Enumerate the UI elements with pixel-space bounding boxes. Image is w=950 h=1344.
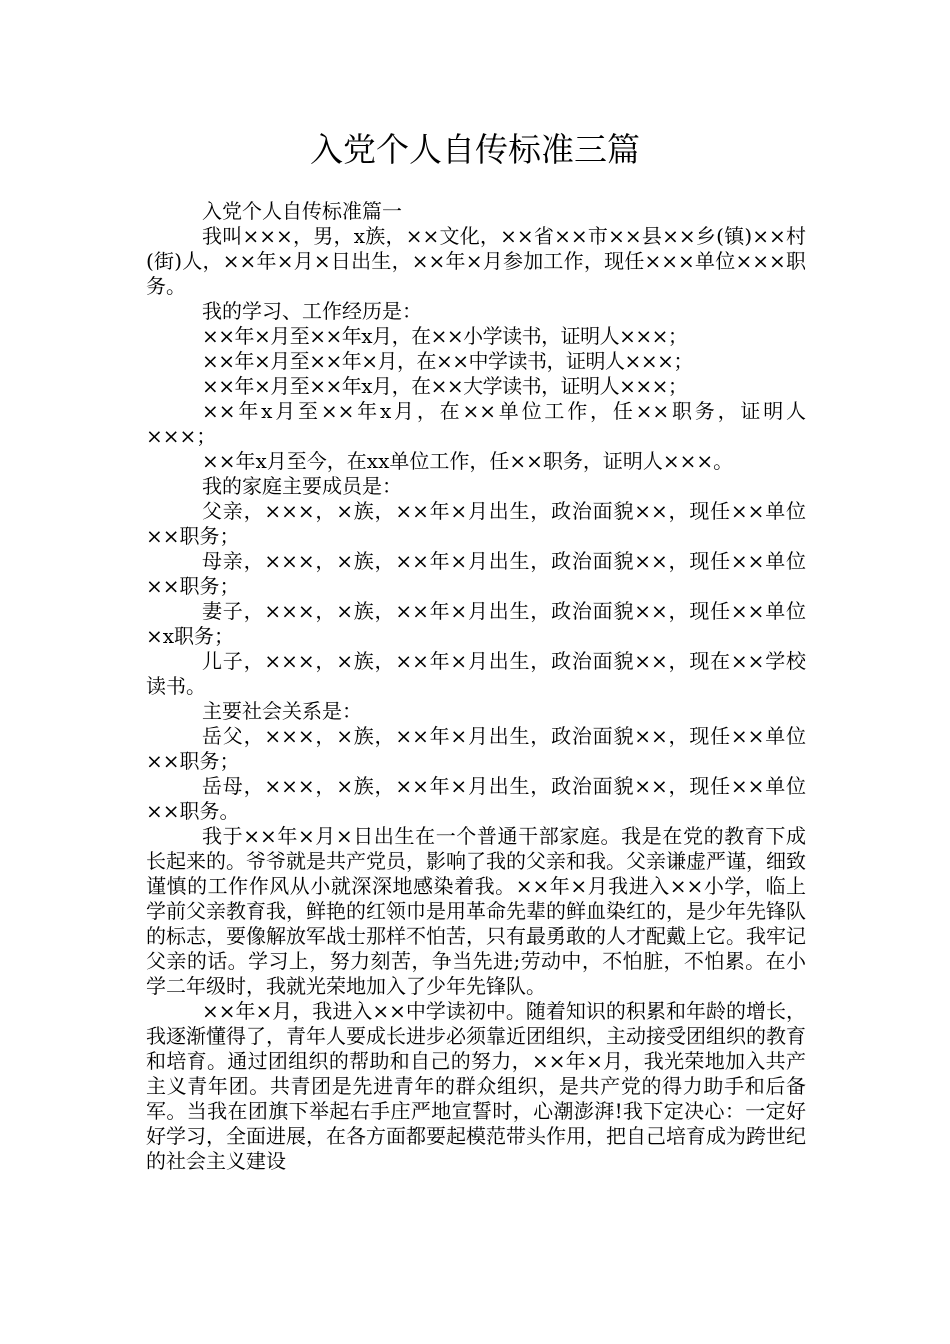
document-title: 入党个人自传标准三篇 bbox=[310, 130, 640, 169]
paragraph-family-wife: 妻子，×××，×族，××年×月出生，政治面貌××，现任××单位×x职务； bbox=[146, 599, 806, 648]
paragraph-experience-primary: ××年×月至××年x月，在××小学读书，证明人×××； bbox=[202, 324, 688, 348]
paragraph-family-heading: 我的家庭主要成员是： bbox=[202, 474, 402, 498]
section-heading: 入党个人自传标准篇一 bbox=[202, 199, 402, 223]
paragraph-social-father-in-law: 岳父，×××，×族，××年×月出生，政治面貌××，现任××单位××职务； bbox=[146, 724, 806, 773]
paragraph-social-heading: 主要社会关系是： bbox=[202, 699, 362, 723]
paragraph-experience-middle: ××年×月至××年×月，在××中学读书，证明人×××； bbox=[202, 349, 693, 373]
paragraph-family-son: 儿子，×××，×族，××年×月出生，政治面貌××，现在××学校读书。 bbox=[146, 649, 806, 698]
paragraph-experience-work: ××年x月至××年x月，在××单位工作，任××职务，证明人×××； bbox=[146, 399, 806, 448]
paragraph-social-mother-in-law: 岳母，×××，×族，××年×月出生，政治面貌××，现任××单位××职务。 bbox=[146, 774, 806, 823]
paragraph-experience-university: ××年×月至××年x月，在××大学读书，证明人×××； bbox=[202, 374, 688, 398]
document-body bbox=[146, 199, 806, 1174]
paragraph-family-mother: 母亲，×××，×族，××年×月出生，政治面貌××，现任××单位××职务； bbox=[146, 549, 806, 598]
paragraph-experience-current: ××年x月至今，在xx单位工作，任××职务，证明人×××。 bbox=[202, 449, 734, 473]
paragraph-intro: 我叫×××，男，x族，××文化，××省××市××县××乡(镇)××村(街)人，××年×月×日出生，××年×月参加工作，现任×××单位×××职务。 bbox=[146, 224, 806, 298]
paragraph-middle-school: ××年×月，我进入××中学读初中。随着知识的积累和年龄的增长，我逐渐懂得了，青年人要成长进步必须靠近团组织，主动接受团组织的教育和培育。通过团组织的帮助和自己的努力，××年×月，我光荣地加入共产主义青年团。共青团是先进青年的群众组织，是共产党的得力助手和后备军。当我在团旗下举起右手庄严地宣誓时，心潮澎湃!我下定决心：一定好好学习，全面进展，在各方面都要起模范带头作用，把自己培育成为跨世纪的社会主义建设 bbox=[146, 999, 806, 1173]
paragraph-family-father: 父亲，×××，×族，××年×月出生，政治面貌××，现任××单位××职务； bbox=[146, 499, 806, 548]
paragraph-childhood: 我于××年×月×日出生在一个普通干部家庭。我是在党的教育下成长起来的。爷爷就是共产党员，影响了我的父亲和我。父亲谦虚严谨，细致谨慎的工作作风从小就深深地感染着我。××年×月我进入××小学，临上学前父亲教育我，鲜艳的红领巾是用革命先辈的鲜血染红的，是少年先锋队的标志，要像解放军战士那样不怕苦，只有最勇敢的人才配戴上它。我牢记父亲的话。学习上，努力刻苦，争当先进;劳动中，不怕脏，不怕累。在小学二年级时，我就光荣地加入了少年先锋队。 bbox=[146, 824, 806, 998]
paragraph-study-work-heading: 我的学习、工作经历是： bbox=[202, 299, 422, 323]
